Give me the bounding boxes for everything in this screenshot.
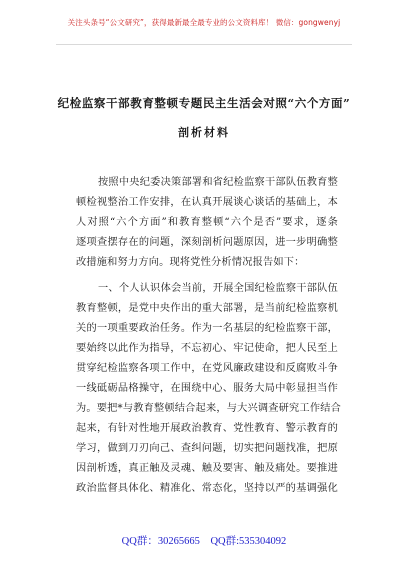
body-line: 政治监督具体化、精准化、常态化，坚持以严的基调强化 xyxy=(76,483,338,494)
body-line: 学习，做到刀刃向己、查纠问题，切实把问题找准，把原 xyxy=(76,443,338,454)
document-subtitle: 剖析材料 xyxy=(178,126,230,139)
body-line: 一、个人认识体会当前，开展全国纪检监察干部队伍 xyxy=(98,283,338,294)
body-line: 教育整顿，是党中央作出的重大部署，是当前纪检监察机 xyxy=(76,303,338,314)
document-title: 纪检监察干部教育整顿专题民主生活会对照“六个方面” xyxy=(57,96,351,110)
footer-contacts xyxy=(0,533,408,548)
body-line: 要始终以此作为指导，不忘初心、牢记使命，把人民至上 xyxy=(76,343,338,354)
body-line: 关的一项重要政治任务。作为一名基层的纪检监察干部， xyxy=(76,323,338,334)
body-line: 人对照“六个方面”和教育整顿“六个是否”要求，逐条 xyxy=(76,217,338,228)
body-line: 一线砥砺品格操守，在围绕中心、服务大局中彰显担当作 xyxy=(76,383,338,394)
body-line: 按照中央纪委决策部署和省纪检监察干部队伍教育整 xyxy=(98,177,338,188)
body-line: 起来，有针对性地开展政治教育、党性教育、警示教育的 xyxy=(76,423,338,434)
body-line: 为。要把*与教育整顿结合起来，与大兴调查研究工作结合 xyxy=(76,403,341,414)
header-note: 关注头条号“公文研究”，获得最新最全最专业的公文资料库！ 微信：gongwenyj xyxy=(67,18,341,27)
body-line: 顿检视整治工作安排，在认真开展谈心谈话的基础上，本 xyxy=(76,197,338,208)
footer-qq-group-2: QQ群:535304092 xyxy=(210,536,287,547)
body-line: 贯穿纪检监察各项工作中，在党风廉政建设和反腐败斗争 xyxy=(76,363,338,374)
body-line: 因剖析透，真正触及灵魂、触及要害、触及痛处。要推进 xyxy=(76,463,338,474)
body-line: 改措施和努力方向。现将党性分析情况报告如下： xyxy=(76,257,305,268)
body-line: 逐项查摆存在的问题，深刻剖析问题原因，进一步明确整 xyxy=(76,237,338,248)
footer-qq-group-1: QQ群：30265665 xyxy=(121,536,200,547)
